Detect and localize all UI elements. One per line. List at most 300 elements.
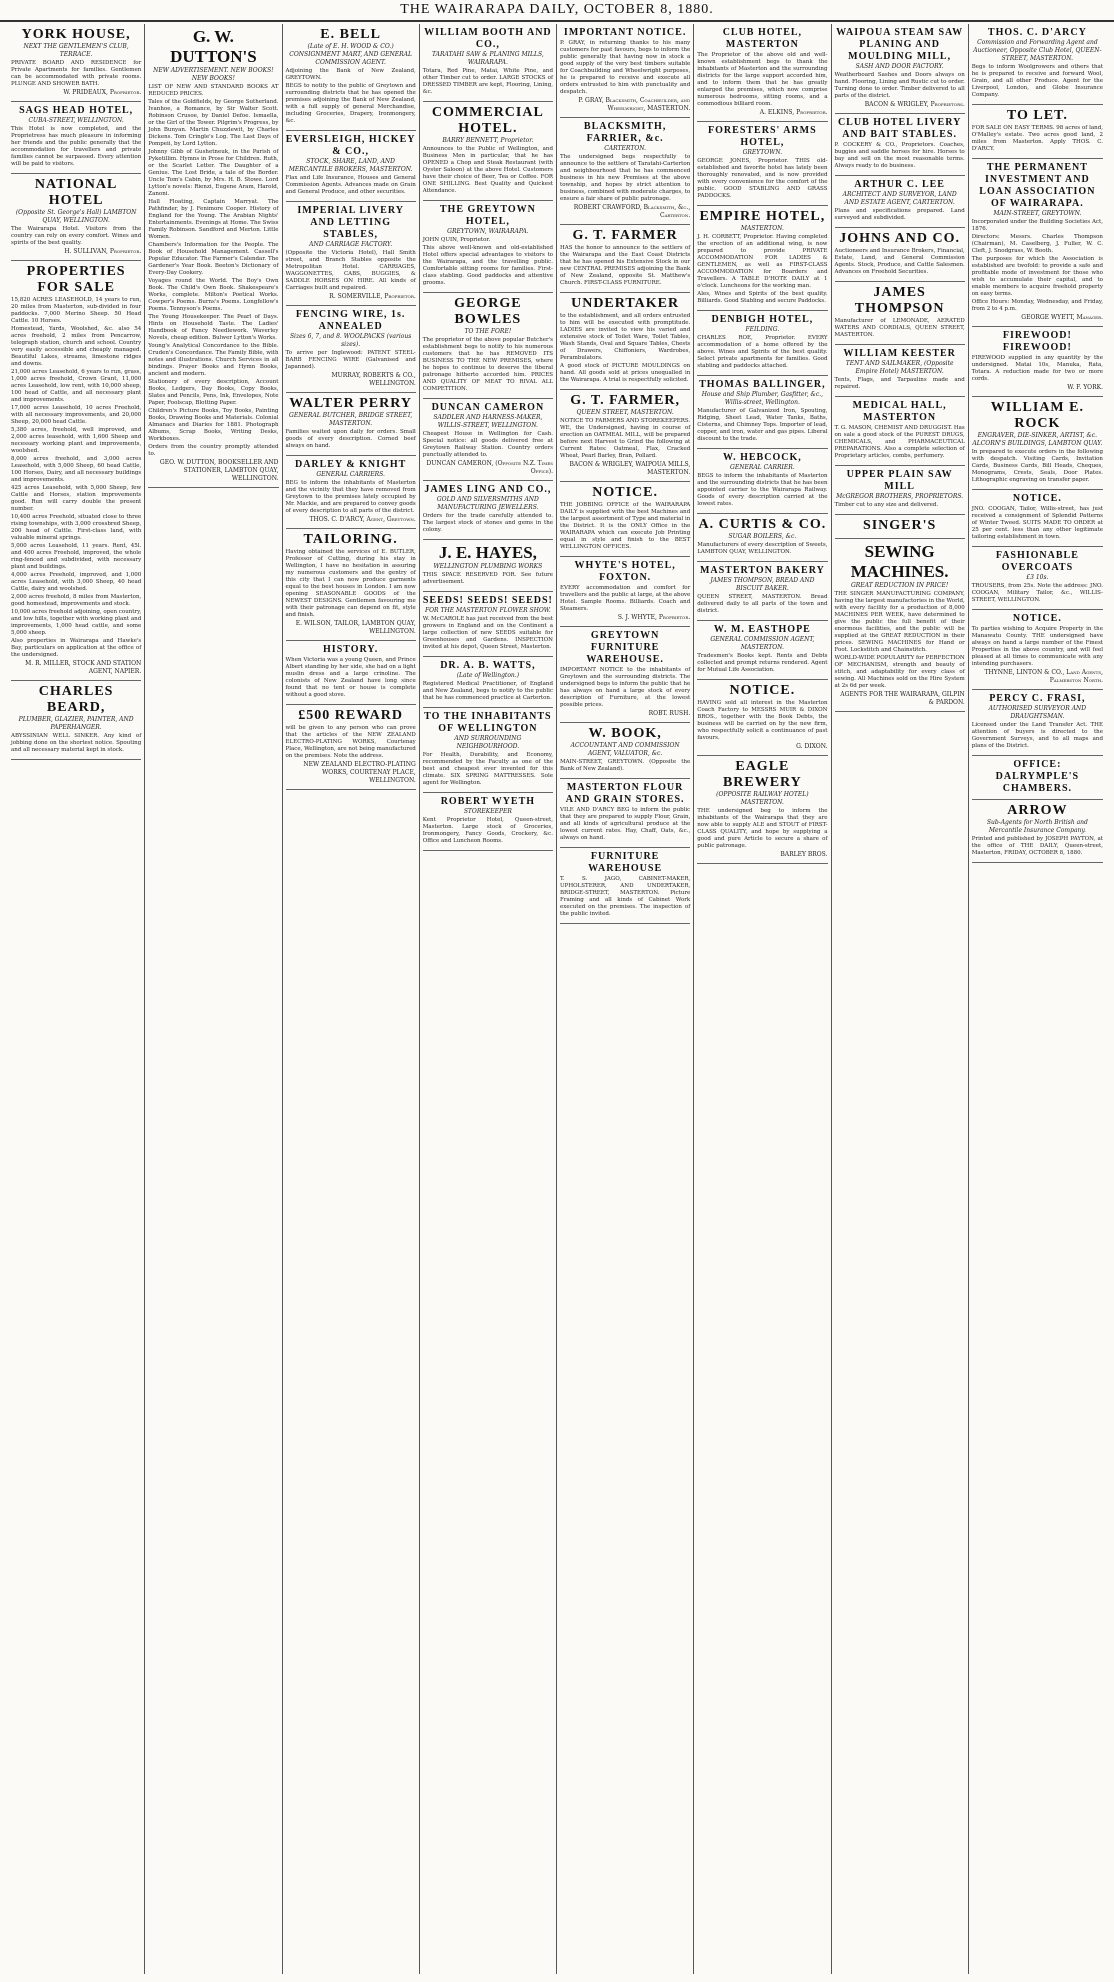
ad-heading: E. BELL xyxy=(320,27,381,42)
ad-body-text: 5,380 acres, freehold, well improved, and 2,000 acres leasehold, with 1,600 Sheep and necessary working plant and improvements, woolshed. xyxy=(11,427,142,454)
ad-subheading: FOR THE MASTERTON FLOWER SHOW. xyxy=(424,607,551,614)
ad-body-text: Children's Picture Books, Toy Books, Painting Books, Drawing Books and Materials. Colonial Almanacs and Diaries for 1881. Photograph Albums, Scrap Books, Writing Desks, Workboxes. xyxy=(148,408,279,442)
ad-signature: NEW ZEALAND ELECTRO-PLATING WORKS, COURTENAY PLACE, WELLINGTON. xyxy=(303,761,416,784)
ad-signature: ROBT. RUSH. xyxy=(648,710,691,717)
ad-body-text: THE SINGER MANUFACTURING COMPANY, having the largest manufactories in the World, with every facility for a production of 8,000 MACHINES PER WEEK, have determined to give the public the full benefit of their enormous facilities, and the public will be supplied at the GREAT REDUCTION in their prices. SEWING MACHINES for Hand or Foot. Lockstitch and Chainstitch. xyxy=(834,591,965,653)
ad-heading: WILLIAM BOOTH AND CO., xyxy=(424,27,552,50)
ad-subheading: GENERAL CARRIERS. xyxy=(316,471,385,478)
ad-subheading: McGREGOR BROTHERS, PROPRIETORS. xyxy=(836,493,964,500)
ad-heading: IMPERIAL LIVERY AND LETTING STABLES, xyxy=(297,205,404,240)
ad-heading: PROPERTIES FOR SALE xyxy=(26,264,126,295)
ad-heading: DENBIGH HOTEL, xyxy=(711,314,814,325)
advertisement xyxy=(972,547,1103,610)
advertisement xyxy=(286,24,416,131)
ad-body-text: NOTICE TO FARMERS AND STOREKEEPERS. WE, the Undersigned, having in course of erection an OATMEAL MILL, will be prepared before next Harvest to Grind the following at Current Rates: Oatmeal, Flax, Cracked Wheat, Pearl Barley, Bran, Pollard. xyxy=(560,418,691,459)
advertisement xyxy=(286,131,416,202)
ad-body-text: Ales, Wines and Spirits of the best quality. Billiards. Good Stabling and secure Paddocks. xyxy=(697,291,828,304)
ad-body-text: 21,000 acres Leasehold, 6 years to run, grass, 1,000 acres freehold, Crown Grant, 11,000 acres Leasehold, low rent, with 10,000 sheep, 100 head of Cattle, and all necessary plant and improvements. xyxy=(11,369,142,403)
advertisement xyxy=(697,680,827,756)
ad-heading: GREYTOWN FURNITURE WAREHOUSE. xyxy=(586,630,664,665)
ad-body-text: Chambers's Information for the People. The Book of Household Management. Cassell's Popular Educator. The Farmer's Calendar. The Gardener's Year Book. Beeton's Dictionary of Every-Day Cookery. xyxy=(148,242,279,276)
ad-heading: FASHIONABLE OVERCOATS xyxy=(995,550,1079,573)
ad-body-text: GEORGE JONES, Proprietor. THIS old-established and favorite hotel has lately been thoroughly renovated, and is now provided with every convenience for the comfort of the public. GOOD STABLING AND GRASS PADDOCKS. xyxy=(697,158,828,199)
advertisement xyxy=(972,159,1103,327)
ad-body-text: Families waited upon daily for orders. Small goods of every description. Corned beef always on hand. xyxy=(285,429,416,449)
ad-heading: THE PERMANENT INVESTMENT AND LOAN ASSOCIATION OF WAIRARAPA. xyxy=(979,162,1096,209)
ad-signature: W. F. YORK. xyxy=(1067,384,1103,391)
advertisement xyxy=(972,800,1103,863)
advertisement xyxy=(835,282,965,345)
ad-subheading: BARRY BENNETT, Proprietor. xyxy=(442,137,534,144)
advertisement xyxy=(286,393,416,456)
ad-heading: YORK HOUSE, xyxy=(21,27,131,42)
ad-body-text: The purposes for which the Association is established are twofold: to provide a safe and profitable mode of investment for those who wish to accumulate their capital, and to enable members to acquire freehold property on easy terms. xyxy=(971,256,1103,297)
ad-body-text: Kent Proprietor Hotel, Queen-street, Masterton. Large stock of Groceries, Ironmongery, Fancy Goods, Crockery, &c. Office and Luncheon Rooms. xyxy=(422,817,553,844)
ad-heading: SEWING MACHINES. xyxy=(850,542,949,581)
ad-body-text: J. H. CORBETT, Proprietor. Having completed the erection of an additional wing, is now prepared to provide PRIVATE ACCOMMODATION FOR LADIES & GENTLEMEN, as well as FIRST-CLASS ACCOMMODATION for Boarders and Travellers. A TABLE D'HOTE DAILY at 1 o'clock. Luncheons for the working man. xyxy=(697,234,828,289)
ad-body-text: Office Hours: Monday, Wednesday, and Friday, from 2 to 4 p.m. xyxy=(971,299,1103,312)
advertisement xyxy=(560,779,690,848)
ad-heading: FIREWOOD! FIREWOOD! xyxy=(1002,330,1072,353)
ad-body-text: The proprietor of the above popular Butcher's establishment begs to notify to his numerous customers that he has REMOVED ITS BUSINESS TO THE NEW PREMISES, where he hopes to continue to deserve the liberal patronage hitherto accorded him. PRICES AND QUALITY OF MEAT TO RIVAL ALL COMPETITION. xyxy=(422,337,553,392)
ad-heading: £500 REWARD xyxy=(298,708,403,723)
ad-signature: H. SULLIVAN, Proprietor. xyxy=(64,248,142,255)
ad-heading: W. BOOK, xyxy=(588,726,662,741)
ad-body-text: Manufacturers of every description of Sweets, LAMBTON QUAY, WELLINGTON. xyxy=(697,542,828,555)
ad-heading: EVERSLEIGH, HICKEY & CO., xyxy=(285,134,416,157)
ad-body-text: CHARLES ROE, Proprietor. EVERY accommodation of a home offered by the above. Wines and Spirits of the best quality. Select private apartments for families. Good stabling and paddocks attached. xyxy=(697,335,828,369)
ad-subheading: SADDLER AND HARNESS-MAKER, WILLIS-STREET, WELLINGTON. xyxy=(433,414,543,429)
ad-body-text: Voyages round the World. The Boy's Own Book. The Child's Own Book. Shakespeare's Works, complete. Milton's Poetical Works. Cowper's Poems. Burns's Poems. Longfellow's Poems. Tennyson's Poems. xyxy=(148,278,279,312)
ad-heading: MASTERTON BAKERY xyxy=(699,565,825,576)
ad-subheading: GENERAL COMMISSION AGENT, MASTERTON. xyxy=(710,636,815,651)
advertisement xyxy=(11,24,141,102)
ad-body-text: The undersigned begs respectfully to announce to the settlers of Taratahi-Carterton and neighbourhood that he has commenced business in his new Premises at the above township, and hopes by strict attention to business, combined with moderate charges, to ensure a fair share of public patronage. xyxy=(560,154,691,202)
ad-signature: AGENTS FOR THE WAIRARAPA, GILPIN & PARDON. xyxy=(840,691,965,706)
advertisement xyxy=(423,399,553,481)
advertisement xyxy=(560,627,690,723)
ad-body-text: Flax and Life Insurance, Houses and General Commission Agents. Advances made on Grain and General Produce, and other securities. xyxy=(285,175,416,195)
ad-body-text: IMPORTANT NOTICE to the inhabitants of Greytown and the surrounding districts. The undersigned begs to inform the public that he has always on hand a large stock of every description of Furniture, at the lowest possible prices. xyxy=(560,667,691,708)
advertisement xyxy=(835,515,965,539)
ad-body-text: Homestead, Yards, Woolshed, &c. also 54 acres freehold, 2 miles from Pencarrow, telegraph station, church and school. Country very easily accessible and cheaply managed. Beautiful Lakes, streams, limestone ridges and downs. xyxy=(11,326,142,367)
ad-heading: SEEDS! SEEDS! SEEDS! xyxy=(422,595,553,606)
ad-subheading: GREYTOWN. xyxy=(742,149,783,156)
advertisement xyxy=(423,540,553,592)
ad-body-text: In prepared to execute orders in the following with despatch. Visiting Cards, Invitation Cards, Business Cards, Bill Heads, Cheques, Monograms, Crests, Seals, Door Plates. Lithographic engraving on transfer paper. xyxy=(971,449,1103,483)
ad-subheading: GENERAL BUTCHER, BRIDGE STREET, MASTERTON. xyxy=(289,412,413,427)
ad-body-text: will be given to any person who can prove that the articles of the NEW ZEALAND ELECTRO-PLATING WORKS, Courtenay Place, Wellington, are not being manufactured on the premises. Note the address. xyxy=(285,725,416,759)
ad-subheading: GENERAL CARRIER. xyxy=(730,464,795,471)
ad-body-text: The Wairarapa Hotel. Visitors from the country can rely on every comfort. Wines and spirits of the best quality. xyxy=(11,226,142,246)
column-3 xyxy=(283,24,420,1974)
ad-body-text: To parties wishing to Acquire Property in the Manawatu County. THE undersigned have always on hand a large number of the Finest Properties in the above country, and will feel pleased at all times to communicate with any intending purchasers. xyxy=(971,626,1103,667)
ad-heading: THE GREYTOWN HOTEL, xyxy=(439,204,536,227)
ad-body-text: Having obtained the services of E. BUTLER, Professor of Cutting, during his stay in Wellington, I have no hesitation in assuring my numerous customers and the gentry of this city that I can now produce garments equal to the best houses in London. I am now opening SEASONABLE GOODS of the NEWEST DESIGNS. Gentlemen favouring me with their patronage can depend on fit, style and finish. xyxy=(285,549,416,618)
ad-body-text: PRIVATE BOARD AND RESIDENCE for Private Apartments for families. Gentlemen can be accommodated with private rooms. PLUNGE AND SHOWER BATH. xyxy=(11,60,142,87)
ad-subheading: (Late of Wellington.) xyxy=(456,672,520,679)
ad-heading: WALTER PERRY xyxy=(289,396,412,411)
ad-body-text: Licensed under the Land Transfer Act. THE attention of buyers is directed to the Government Surveys, and to all maps and plans of the District. xyxy=(971,722,1103,749)
ad-signature: S. J. WHYTE, Proprietor. xyxy=(617,614,691,621)
ad-body-text: THE JOBBING OFFICE of the WAIRARAPA DAILY is supplied with the best Machines and the largest assortment of Type and material in the District. It is the ONLY Office in the WAIRARAPA which can execute Job Printing equal in style and finish to the BEST WELLINGTON OFFICES. xyxy=(560,502,691,550)
advertisement xyxy=(560,225,690,293)
ad-heading: DARLEY & KNIGHT xyxy=(294,459,407,470)
ad-subheading: MASTERTON. xyxy=(740,225,784,232)
advertisement xyxy=(560,24,690,118)
ad-body-text: Manufacturer of Galvanized Iron, Spouting, Ridging, Sheet Lead, Water Tanks, Baths, Cisterns, and Chimney Tops. Importer of lead, copper, and iron, water and gas pipes. Liberal discount to the trade. xyxy=(697,408,828,442)
ad-subheading: (Opposite St. George's Hall) LAMBTON QUAY, WELLINGTON. xyxy=(15,209,137,224)
advertisement xyxy=(972,756,1103,800)
ad-heading: MASTERTON FLOUR AND GRAIN STORES. xyxy=(565,782,685,805)
ad-heading: JAMES LING AND CO., xyxy=(424,484,552,495)
ad-heading: JOHNS AND CO. xyxy=(839,231,960,246)
ad-heading: NOTICE. xyxy=(1012,493,1062,504)
advertisement xyxy=(972,490,1103,547)
advertisement xyxy=(423,657,553,708)
ad-heading: HISTORY. xyxy=(323,644,379,655)
ad-signature: BARLEY BROS. xyxy=(780,851,828,858)
ad-body-text: This above well-known and old-established Hotel offers special advantages to visitors to the Wairarapa, and the travelling public. Comfortable sitting rooms for families. First-class stabling. Good paddocks and attentive grooms. xyxy=(422,245,553,286)
ad-heading: SINGER'S xyxy=(862,518,937,533)
ad-body-text: THE undersigned beg to inform the inhabitants of the Wairarapa that they are now able to supply ALE and STOUT of FIRST-CLASS QUALITY, and hope by supplying a good and pure Article to secure a share of public patronage. xyxy=(697,808,828,849)
ad-subheading: ACCOUNTANT AND COMMISSION AGENT, VALUATOR, &c. xyxy=(570,742,680,757)
ad-body-text: Begs to inform Woolgrowers and others that he is prepared to receive and forward Wool, Grain, and all other Produce. Agent for the Liverpool, London, and Globe Insurance Company. xyxy=(971,64,1103,98)
ad-subheading: QUEEN STREET, MASTERTON. xyxy=(576,409,674,416)
ad-body-text: P. COCKERY & CO., Proprietors. Coaches, buggies and saddle horses for hire. Horses to bay and sell on the most reasonable terms. Always ready to do business. xyxy=(834,142,965,169)
advertisement xyxy=(835,24,965,114)
ad-signature: G. DIXON. xyxy=(796,743,828,750)
ad-body-text: 10,000 acres freehold adjoining, open country, and low hills, together with working plant and improvements, 1,000 head cattle, and some 5,000 sheep. xyxy=(11,609,142,636)
ad-subheading: House and Ship Plumber, Gasfitter, &c., Willis-street, Wellington. xyxy=(701,391,824,406)
ad-subheading: NEXT THE GENTLEMEN'S CLUB, TERRACE. xyxy=(23,43,129,58)
column-4 xyxy=(420,24,557,1974)
ad-body-text: HAVING sold all interest in the Masterton Coach Factory to MESSRS MUIR & DIXON BROS., together with the Book Debts, the business will be carried on by the new firm, who respectfully solicit a continuance of past favours. xyxy=(697,700,828,741)
ad-body-text: MAIN-STREET, GREYTOWN. (Opposite the Bank of New Zealand). xyxy=(560,759,691,772)
ad-body-text: Totara, Red Pine, Matai, White Pine, and other Timber cut to order. LARGE STOCKS of DRESSED TIMBER are kept, Flooring, Lining, &c. xyxy=(422,68,553,95)
advertisement xyxy=(972,327,1103,397)
ad-heading: UNDERTAKER xyxy=(571,296,680,311)
ad-body-text: FOR SALE ON EASY TERMS. 98 acres of land, O'Malley's estate. Two acres good land, 2 miles from Masterton. Apply THOS. C. D'ARCY. xyxy=(971,125,1103,152)
ad-body-text: Timber cut to any size and delivered. xyxy=(834,502,939,508)
ad-body-text: Stationery of every description, Account Books, Ledgers, Day Books, Copy Books, Slates and Pencils, Pens, Ink, Envelopes, Note Paper, Foolscap, Blotting Paper. xyxy=(148,379,279,406)
ad-body-text: Hall Floating, Captain Marryat. The Pathfinder, by J. Fenimore Cooper. History of England for the Young. The Arabian Nights' Entertainments. Evenings at Home. The Swiss Family Robinson. Sandford and Merton. Little Women. xyxy=(148,199,279,240)
advertisement xyxy=(835,228,965,282)
ad-subheading: AND SURROUNDING NEIGHBOURHOOD. xyxy=(454,735,522,750)
ad-body-text: When Victoria was a young Queen, and Prince Albert standing by her side, she had on a light muslin dress and a large crinoline. The colonists of New Zealand have long since found that no tent or house is complete without a good stove. xyxy=(285,657,416,698)
ad-signature: R. SOMERVILLE, Proprietor. xyxy=(329,293,416,300)
ad-subheading: AND CARRIAGE FACTORY. xyxy=(309,241,393,248)
ad-body-text: For Health, Durability, and Economy, recommended by the Faculty as one of the best and cheapest ever invented for this climate. SIX SPRING MATTRESSES. Sole agent for Wellington. xyxy=(422,752,553,786)
advertisement xyxy=(286,456,416,529)
ad-signature: GEORGE WYETT, Manager. xyxy=(1021,314,1103,321)
advertisement xyxy=(286,705,416,790)
ad-heading: OFFICE: DALRYMPLE'S CHAMBERS. xyxy=(995,759,1080,794)
ad-signature: M. R. MILLER, STOCK AND STATION AGENT, NAPIER. xyxy=(25,660,142,675)
ad-body-text: QUEEN STREET, MASTERTON. Bread delivered daily to all parts of the town and district. xyxy=(697,594,828,614)
ad-heading: TO LET. xyxy=(1006,108,1068,123)
ad-signature: GEO. W. DUTTON, BOOKSELLER AND STATIONER, LAMBTON QUAY, WELLINGTON. xyxy=(159,459,279,482)
ad-heading: JAMES THOMPSON xyxy=(854,285,945,316)
ad-heading: CLUB HOTEL LIVERY AND BAIT STABLES. xyxy=(837,117,962,140)
ad-body-text: Also properties in Wairarapa and Hawke's Bay, particulars on application at the office of the undersigned. xyxy=(11,638,142,658)
advertisement xyxy=(697,449,827,514)
ad-body-text: THIS SPACE RESERVED FOR. See future advertisement. xyxy=(422,572,553,585)
advertisement xyxy=(423,201,553,293)
advertisement xyxy=(697,514,827,562)
ad-signature: P. GRAY, Blacksmith, Coachbuilder, and Wheelwright, MASTERTON. xyxy=(578,97,691,112)
ad-body-text: BEG to inform the inhabitants of Masterton and the vicinity that they have removed from Greytown to the premises lately occupied by Mr. Mackie, and are prepared to convey goods of every description to all parts of the district. xyxy=(285,480,416,514)
advertisement xyxy=(560,390,690,482)
ad-subheading: NEW ADVERTISEMENT. NEW BOOKS! NEW BOOKS! xyxy=(153,67,274,82)
ad-subheading: Sizes 6, 7, and 8. WOOLPACKS (various sizes). xyxy=(289,333,412,348)
advertisement xyxy=(286,202,416,306)
ad-body-text: to the establishment, and all orders entrusted to him will be executed with promptitude. LADIES are invited to view his varied and extensive stock of Toilet Ware, Toilet Tables, Wash Stands, Oval and Square Tables, Chests of Drawers, Chiffoniers, Wardrobes, Perambulators. xyxy=(560,313,691,361)
ad-body-text: 15,820 ACRES LEASEHOLD, 14 years to run, 20 miles from Masterton, sub-divided in four paddocks. 7,000 Merino Sheep. 50 Head Cattle. 10 Horses. xyxy=(11,297,142,324)
columns xyxy=(8,24,1106,1974)
ad-subheading: TENT AND SAILMAKER, (Opposite Empire Hotel) MASTERTON. xyxy=(845,360,954,375)
advertisement xyxy=(11,261,141,681)
advertisement xyxy=(697,376,827,449)
ad-body-text: VILE AND D'ARCY BEG to inform the public that they are prepared to supply Flour, Grain, and all kinds of agricultural produce at the lowest current rates. Hay, Chaff, Oats, &c., always on hand. xyxy=(560,807,691,841)
ad-body-text: T. S. JAGO, CABINET-MAKER, UPHOLSTERER, AND UNDERTAKER, BRIDGE-STREET, MASTERTON. Picture Framing and all kinds of Cabinet Work executed on the premises. The inspection of the public invited. xyxy=(560,876,691,917)
ad-body-text: Tales of the Goldfields, by George Sutherland. Ivanhoe, a Romance, by Sir Walter Scott. Robinson Crusoe, by Daniel Defoe. Ismaella, or the Girl of the Tower. Pilgrim's Progress, by John Bunyan. Martin Chuzzlewit, by Charles Dickens. Tom Cringle's Log. The Last Days of Pompeii, by Lord Lytton. xyxy=(148,99,279,147)
advertisement xyxy=(972,105,1103,159)
ad-signature: E. WILSON, TAILOR, LAMBTON QUAY, WELLINGTON. xyxy=(295,620,416,635)
advertisement xyxy=(11,681,141,760)
ad-heading: MEDICAL HALL, MASTERTON xyxy=(852,400,947,423)
ad-subheading: (Late of E. H. WOOD & CO.) CONSIGNMENT MART, AND GENERAL COMMISSION AGENT. xyxy=(289,43,412,66)
ad-subheading: PLUMBER, GLAZIER, PAINTER, AND PAPERHANGER. xyxy=(18,716,134,731)
ad-body-text: Orders from the country promptly attended to. xyxy=(148,444,279,457)
ad-body-text: The Young Housekeeper. The Pearl of Days. Hints on Household Taste. The Ladies' Handbook of Fancy Needlework. Waverley Novels, cheap edition. Bulwer Lytton's Works. xyxy=(148,314,279,341)
advertisement xyxy=(286,306,416,393)
advertisement xyxy=(835,466,965,515)
ad-signature: ROBERT CRAWFORD, Blacksmith, &c., Carterton. xyxy=(573,204,691,219)
ad-subheading: STOREKEEPER xyxy=(463,808,512,815)
ad-body-text: 2,000 acres freehold, 8 miles from Masterton, good homestead, improvements and stock. xyxy=(11,594,142,607)
ad-body-text: Printed and published by JOSEPH PAYTON, at the office of THE DAILY, Queen-street, Masterton, FRIDAY, OCTOBER 8, 1880. xyxy=(971,836,1103,856)
ad-subheading: GREYTOWN, WAIRARAPA. xyxy=(447,228,529,235)
ad-subheading: (OPPOSITE RAILWAY HOTEL) MASTERTON. xyxy=(716,791,809,806)
advertisement xyxy=(972,610,1103,690)
column-6 xyxy=(694,24,831,1974)
advertisement xyxy=(697,206,827,311)
ad-body-text: Orders for the trade carefully attended to. The largest stock of stones and gems in the colony. xyxy=(422,513,553,533)
advertisement xyxy=(697,311,827,376)
ad-heading: WILLIAM E. ROCK xyxy=(990,400,1084,431)
advertisement xyxy=(11,174,141,261)
advertisement xyxy=(835,397,965,466)
ad-heading: FENCING WIRE, 1s. ANNEALED xyxy=(295,309,406,332)
ad-subheading: GOLD AND SILVERSMITHS AND MANUFACTURING JEWELLERS. xyxy=(436,496,539,511)
ad-body-text: BEGS to inform the inhabitants of Masterton and the surrounding districts that he has been appointed carrier to the Wairarapa Railway. Goods of every description carried at the lowest rates. xyxy=(697,473,828,507)
column-7 xyxy=(832,24,969,1974)
ad-heading: FORESTERS' ARMS HOTEL, xyxy=(708,125,817,148)
ad-heading: EMPIRE HOTEL, xyxy=(699,209,826,224)
ad-signature: DUNCAN CAMERON, (Opposite N.Z. Times Office). xyxy=(426,460,553,475)
ad-heading: PERCY C. FRASI, xyxy=(989,693,1086,704)
column-5 xyxy=(557,24,694,1974)
ad-body-text: Adjoining the Bank of New Zealand, GREYTOWN. xyxy=(285,68,416,81)
ad-signature: THYNNE, LINTON & CO., Land Agents, Palmerston North. xyxy=(984,669,1103,684)
advertisement xyxy=(972,397,1103,490)
ad-heading: CLUB HOTEL, MASTERTON xyxy=(722,27,803,50)
ad-subheading: CUBA-STREET, WELLINGTON. xyxy=(28,117,124,124)
ad-subheading: AUTHORISED SURVEYOR AND DRAUGHTSMAN. xyxy=(988,705,1087,720)
ad-subheading: STOCK, SHARE, LAND, AND MERCANTILE BROKERS, MASTERTON. xyxy=(288,158,413,173)
advertisement xyxy=(697,24,827,122)
advertisement xyxy=(286,641,416,705)
ad-heading: THOMAS BALLINGER, xyxy=(699,379,826,390)
ad-heading: NOTICE. xyxy=(1012,613,1062,624)
ad-body-text: TROUSERS, from 25s. Note the address: JNO. COOGAN, Military Tailor, &c., WILLIS-STREET, WELLINGTON. xyxy=(971,583,1103,603)
ad-heading: DR. A. B. WATTS, xyxy=(440,660,536,671)
ad-body-text: Weatherboard Sashes and Doors always on hand. Flooring, Lining and Rustic cut to order. Turning done to order. Timber delivered to all parts of the district. xyxy=(834,72,965,99)
column-1 xyxy=(8,24,145,1974)
advertisement xyxy=(835,345,965,397)
ad-body-text: 5,000 acres Leasehold, 11 years. Rent, 45l. and 400 acres Freehold, improved, the whole ring-fenced and subdivided, with necessary plant and buildings. xyxy=(11,543,142,570)
advertisement xyxy=(697,621,827,680)
ad-heading: J. E. HAYES, xyxy=(438,543,537,562)
ad-heading: COMMERCIAL HOTEL. xyxy=(431,105,544,136)
ad-heading: CHARLES BEARD, xyxy=(38,684,114,715)
ad-subheading: TO THE FORE! xyxy=(464,328,512,335)
ad-body-text: JNO. COOGAN, Tailor, Willis-street, has just received a consignment of Splendid Patterns of Winter Tweed. SUITS MADE TO ORDER at 25 per cent. less than any other legitimate tailoring establishment in town. xyxy=(971,506,1103,540)
advertisement xyxy=(697,122,827,206)
ad-body-text: T. G. MASON, CHEMIST AND DRUGGIST. Has on sale a good stock of the PUREST DRUGS, CHEMICALS, and PHARMACEUTICAL PREPARATIONS. Also a complete selection of Proprietary articles, combs, perfumery. xyxy=(834,425,965,459)
advertisement xyxy=(423,24,553,102)
ad-body-text: ABYSSINIAN WELL SINKER. Any kind of jobbing done on the shortest notice. Spouting and all necessary material kept in stock. xyxy=(11,733,142,753)
ad-heading: BLACKSMITH, FARRIER, &c. xyxy=(583,121,667,144)
ad-signature: BACON & WRIGLEY, Proprietors. xyxy=(864,101,965,108)
ad-body-text: Registered Medical Practitioner, of England and New Zealand, begs to notify to the public that he has commenced practice at Carterton. xyxy=(422,681,553,701)
ad-body-text: A good stock of PICTURE MOULDINGS on hand. All goods sold at prices unequalled in the Wairarapa. A trial is respectfully solicited. xyxy=(560,363,691,383)
ad-subheading: GREAT REDUCTION IN PRICE! xyxy=(851,582,949,589)
ad-heading: DUNCAN CAMERON xyxy=(431,402,545,413)
advertisement xyxy=(423,793,553,851)
ad-body-text: Plans and specifications prepared. Land surveyed and subdivided. xyxy=(834,208,965,221)
advertisement xyxy=(423,102,553,201)
ad-heading: NATIONAL HOTEL xyxy=(34,177,118,208)
column-2 xyxy=(145,24,282,1974)
ad-body-text: P. GRAY, in returning thanks to his many customers for past favours, begs to inform the public generally that having now in stock a good supply of the very best timbers suitable for Coachbuilding and Wheelwright purposes, he is prepared to receive and execute all orders entrusted to him with punctuality and despatch. xyxy=(560,40,691,95)
ad-body-text: W. McCAROLE has just received from the best growers in England and on the Continent a large collection of new SEEDS suitable for Greenhouses and Gardens. INSPECTION invited at his depot, Queen Street, Masterton. xyxy=(422,616,553,650)
ad-subheading: SUGAR BOILERS, &c. xyxy=(728,533,797,540)
advertisement xyxy=(560,723,690,779)
ad-heading: ARROW xyxy=(1007,803,1068,818)
advertisement xyxy=(697,756,827,864)
ad-body-text: FIREWOOD supplied in any quantity by the undersigned. Matai 10s, Manuka, Rata, Totara. A reduction made for two or more cords. xyxy=(971,355,1103,382)
ad-body-text: HAS the honor to announce to the settlers of the Wairarapa and the East Coast Districts that he has opened his Extensive Stock in our new CENTRAL PREMISES adjoining the Bank of New Zealand, opposite St. Matthew's Church. FIRST-CLASS FURNITURE. xyxy=(560,245,691,286)
ad-subheading: £3 10s. xyxy=(1026,574,1049,581)
advertisement xyxy=(11,102,141,174)
ad-body-text: (Opposite the Victoria Hotel), Hall Smith street, and Branch Stables opposite the Metropolitan Hotel. CARRIAGES, WAGGONETTES, CABS, BUGGIES, & SADDLE HORSES ON HIRE. All kinds of Carriages built and repaired. xyxy=(285,250,416,291)
ad-heading: WILLIAM KEESTER xyxy=(843,348,956,359)
advertisement xyxy=(560,557,690,627)
ad-heading: W. HEBCOCK, xyxy=(723,452,802,463)
ad-heading: G. T. FARMER xyxy=(572,228,678,243)
advertisement xyxy=(560,118,690,225)
ad-heading: UPPER PLAIN SAW MILL xyxy=(846,469,953,492)
ad-body-text: BEGS to notify to the public of Greytown and surrounding districts that he has opened the premises adjoining the Bank of New Zealand, with a full supply of general Merchandise, including Groceries, Drapery, Ironmongery, &c. xyxy=(285,83,416,124)
ad-heading: FURNITURE WAREHOUSE xyxy=(588,851,663,874)
ad-heading: W. M. EASTHOPE xyxy=(713,624,811,635)
ad-subheading: ENGRAVER, DIE-SINKER, ARTIST, &c. ALCORN'S BUILDINGS, LAMBTON QUAY. xyxy=(972,432,1103,447)
ad-subheading: FEILDING. xyxy=(745,326,780,333)
ad-subheading: Commission and Forwarding Agent and Auctioneer, Opposite Club Hotel, QUEEN-STREET, MASTERTON. xyxy=(973,39,1102,62)
ad-heading: ARTHUR C. LEE xyxy=(854,179,945,190)
ad-body-text: 4,000 acres Freehold, improved, and 1,000 acres Leasehold, with 3,000 Sheep, 40 head Cattle, dairy and woolshed. xyxy=(11,572,142,592)
ad-subheading: CARTERTON. xyxy=(604,145,647,152)
ad-heading: WAIPOUA STEAM SAW PLANING AND MOULDING MILL, xyxy=(836,27,964,62)
ad-heading: G. T. FARMER, xyxy=(570,393,681,408)
advertisement xyxy=(835,539,965,712)
ad-body-text: 8,000 acres freehold, and 3,000 acres Leasehold, with 5,000 Sheep, 60 head Cattle, 100 Horses, Dairy, and all necessary buildings and improvements. xyxy=(11,456,142,483)
ad-subheading: TARATAHI SAW & PLANING MILLS, WAIRARAPA. xyxy=(431,51,544,66)
ad-body-text: WORLD-WIDE POPULARITY for PERFECTION OF MECHANISM, strength and beauty of stitch, and adaptability for every class of sewing. All Machines sold on the Hire System at 2s 6d per week. xyxy=(834,655,965,689)
column-8 xyxy=(969,24,1106,1974)
ad-heading: NOTICE. xyxy=(729,683,796,698)
ad-body-text: Manufacturer of LEMONADE, AERATED WATERS AND CORDIALS, QUEEN STREET, MASTERTON. xyxy=(834,318,965,338)
ad-subheading: JAMES THOMPSON, BREAD AND BISCUIT BAKER. xyxy=(710,577,815,592)
ad-body-text: Announces to the Public of Wellington, and Business Men in particular, that he has OPENED a Chop and Steak Restaurant (with Oyster Saloon) at the above Hotel. Customers have their choice of Beer, Tea or Coffee. FOR ONE SHILLING. Best Quality and Quickest Attendance. xyxy=(422,146,553,194)
advertisement xyxy=(560,848,690,924)
advertisement xyxy=(697,562,827,621)
ad-body-text: Johnny Gibb of Gushetneuk, in the Parish of Pyketillim. Hymns in Prose for Children. Ruth, or the Scarlet Letter. The Daughter of a Genius. The Lost Bride, a tale of the Border. Uncle Tom's Cabin, by Mrs. H. B. Stowe. Lord Lytton's novels: Rienzi, Eugene Aram, Harold, Zanoni. xyxy=(148,149,279,197)
ad-heading: TAILORING. xyxy=(303,532,398,547)
ad-body-text: Incorporated under the Building Societies Act, 1876. xyxy=(971,219,1103,232)
ad-signature: THOS. C. D'ARCY, Agent, Greytown. xyxy=(309,516,416,523)
advertisement xyxy=(972,690,1103,756)
ad-body-text: This Hotel is now completed, and the Proprietress has much pleasure in informing her friends and the public generally that the accommodation for travellers and private families cannot be surpassed. Every attention will be paid to visitors. xyxy=(11,126,142,167)
ad-signature: MURRAY, ROBERTS & CO., WELLINGTON. xyxy=(331,372,416,387)
advertisement xyxy=(560,482,690,557)
ad-heading: IMPORTANT NOTICE. xyxy=(563,27,687,38)
ad-signature: A. ELKINS, Proprietor. xyxy=(759,109,828,116)
ad-body-text: Cheapest House in Wellington for Cash. Special notice: all goods delivered free at Greytown Railway Station. Country orders punctually attended to. xyxy=(422,431,553,458)
ad-body-text: To arrive per Inglewood: PATENT STEEL-BARB FENCING WIRE (Galvanised and Japanned). xyxy=(285,350,416,370)
advertisement xyxy=(423,592,553,657)
ad-signature: BACON & WRIGLEY, WAIPOUA MILLS, MASTERTON. xyxy=(569,461,691,476)
ad-subheading: MAIN-STREET, GREYTOWN. xyxy=(993,210,1082,217)
ad-subheading: ARCHITECT AND SURVEYOR, LAND AND ESTATE AGENT, CARTERTON. xyxy=(842,191,957,206)
advertisement xyxy=(560,293,690,390)
ad-heading: SAGS HEAD HOTEL, xyxy=(19,105,134,116)
advertisement xyxy=(423,708,553,793)
ad-subheading: WELLINGTON PLUMBING WORKS xyxy=(433,563,543,570)
ad-body-text: Young's Analytical Concordance to the Bible. Cruden's Concordance. The Family Bible, with notes and illustrations. Church Services in all bindings. Prayer Books and Hymn Books, ancient and modern. xyxy=(148,343,279,377)
advertisement xyxy=(835,114,965,176)
ad-heading: GEORGE BOWLES xyxy=(454,296,522,327)
ad-heading: A. CURTIS & CO. xyxy=(698,517,827,532)
ad-heading: WHYTE'S HOTEL, FOXTON. xyxy=(574,560,676,583)
ad-heading: ROBERT WYETH xyxy=(440,796,536,807)
masthead: THE WAIRARAPA DAILY, OCTOBER 8, 1880. xyxy=(0,0,1114,22)
ad-heading: TO THE INHABITANTS OF WELLINGTON xyxy=(424,711,552,734)
ad-body-text: Tradesmen's Books kept. Rents and Debts collected and prompt returns rendered. Agent for Mutual Life Association. xyxy=(697,653,828,673)
ad-body-text: Tents, Flags, and Tarpaulins made and repaired. xyxy=(834,377,965,390)
advertisement xyxy=(972,24,1103,105)
advertisement xyxy=(286,529,416,641)
ad-signature: W. PRIDEAUX, Proprietor. xyxy=(63,89,142,96)
ad-body-text: EVERY accommodation and comfort for travellers and the public at large, at the above Hotel. Sample Rooms. Billiards. Coach and Steamers. xyxy=(560,585,691,612)
advertisement xyxy=(423,293,553,399)
ad-body-text: LIST OF NEW AND STANDARD BOOKS AT REDUCED PRICES. xyxy=(148,84,279,97)
ad-heading: EAGLE BREWERY xyxy=(722,759,802,790)
advertisement xyxy=(423,481,553,540)
ad-subheading: SASH AND DOOR FACTORY. xyxy=(855,63,944,70)
